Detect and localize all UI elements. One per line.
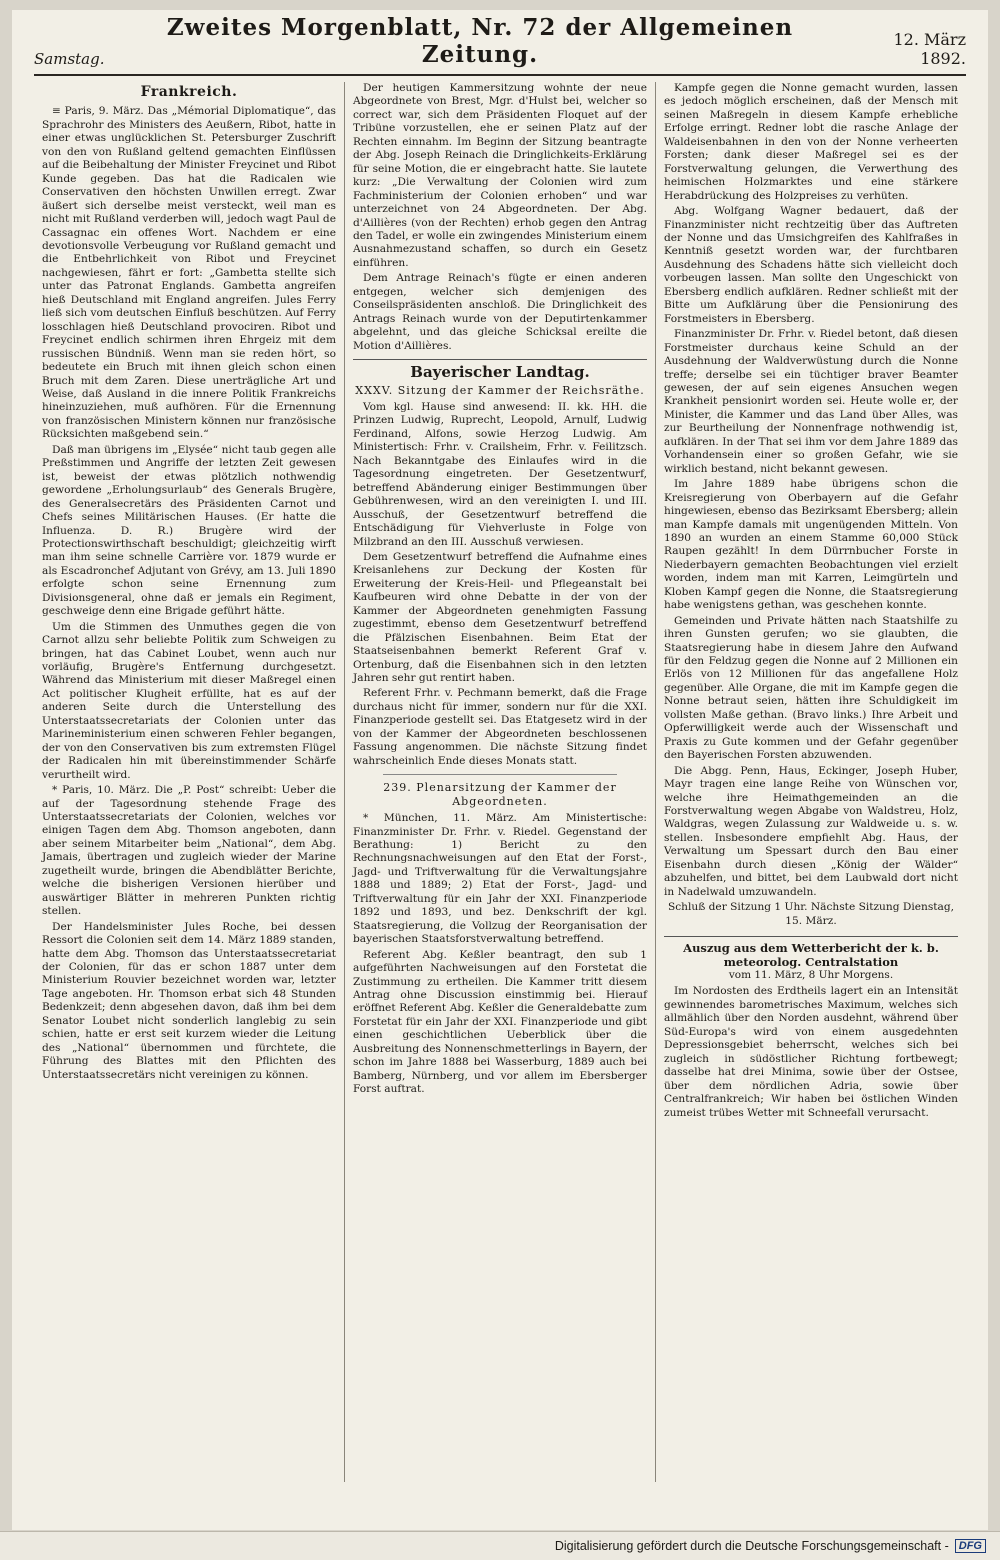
- column-1: [34, 82, 345, 1482]
- section-heading-landtag: Bayerischer Landtag.: [353, 359, 647, 379]
- article-paragraph: Abg. Wolfgang Wagner bedauert, daß der Finanzminister nicht rechtzeitig über das Auftreten der Nonne und das Umsichgreifen des Kahlfraßes in Kenntniß gesetzt worden war, der furchtbaren Ausdehnung des Schadens hätte sich vielleicht doch vorbeugen lassen. Man sollte den Ungeschickt von Ebersberg endlich aufklären. Redner schließt mit der Bitte um Aufklärung über die Pensionirung des Forstmeisters in Ebersberg.: [664, 205, 958, 325]
- article-paragraph: Der Handelsminister Jules Roche, bei dessen Ressort die Colonien seit dem 14. März 1889 standen, hatte dem Abg. Thomson das Unterstaatssecretariat der Colonien, für das er schon 1887 unter dem Ministerium Rouvier bezeichnet worden war, letzter Tage angeboten. Hr. Thomson erbat sich 48 Stunden Bedenkzeit; denn abgesehen davon, daß ihm bei dem Senator Loubet nicht sonderlich langlebig zu sein schien, hatte er erst seit kurzem wieder die Leitung des „National“ übernommen und fürchtete, die Führung des Blattes mit den Pflichten des Unterstaatssecretärs nicht vereinigen zu können.: [42, 920, 336, 1081]
- section-subheading-plenarsitzung: 239. Plenarsitzung der Kammer der Abgeordneten.: [383, 781, 617, 808]
- article-paragraph: Der heutigen Kammersitzung wohnte der neue Abgeordnete von Brest, Mgr. d'Hulst bei, welcher so correct war, sich dem Präsidenten Floquet auf der Tribüne vorzustellen, ehe er seinen Platz auf der Rechten einnahm. Im Beginn der Sitzung beantragte der Abg. Joseph Reinach die Dringlichkeits-Erklärung für seine Motion, die er eingebracht hatte. Sie lautete kurz: „Die Verwaltung der Colonien wird zum Fachministerium der Colonien erhoben“ und war unterzeichnet von 24 Abgeordneten. Der Abg. d'Aillières (von der Rechten) erhob gegen den Antrag den Tadel, er wolle ein zwingendes Ministerium einem Ausnahmezustand schaffen, so durch ein Gesetz einführen.: [353, 82, 647, 269]
- article-paragraph: Finanzminister Dr. Frhr. v. Riedel betont, daß diesen Forstmeister durchaus keine Schuld an der Ausdehnung der Waldverwüstung durch die Nonne treffe; derselbe sei ein tüchtiger braver Beamter gewesen, der auf sein eigenes Ansuchen wegen Krankheit pensionirt worden sei. Heute wolle er, der Minister, die Kammer und das Land über Alles, was zur Beurtheilung der Nonnenfrage nothwendig ist, aufklären. In der That sei ihm vor dem Jahre 1889 das Vorhandensein einer so großen Gefahr, wie sie wirklich bestand, nicht bekannt gewesen.: [664, 328, 958, 475]
- article-columns: [34, 82, 966, 1482]
- dfg-logo[interactable]: DFG: [955, 1539, 986, 1553]
- section-heading-frankreich: Frankreich.: [140, 84, 238, 100]
- article-paragraph: Referent Abg. Keßler beantragt, den sub 1 aufgeführten Nachweisungen auf den Forstetat die Zustimmung zu ertheilen. Die Kammer tritt diesem Antrag ohne Discussion einstimmig bei. Hierauf eröffnet Referent Abg. Keßler die Generaldebatte zum Forstetat für ein Jahr der XXI. Finanzperiode und gibt einen geschichtlichen Ueberblick über die Ausbreitung des Nonnenschmetterlings in Bayern, der schon im Jahre 1888 bei Wasserburg, 1889 auch bei Bamberg, Nürnberg, und vor allem im Ebersberger Forst auftrat.: [353, 948, 647, 1096]
- column-3: [656, 82, 966, 1482]
- weather-report-text: Im Nordosten des Erdtheils lagert ein an Intensität gewinnendes barometrisches Maximum, welches sich allmählich über den Norden ausdehnt, während über Süd-Europa's wird von einem ausgedehnten Depressionsgebiet beherrscht, welches sich bei zugleich in südöstlicher Richtung fortbewegt; dasselbe hat drei Minima, sowie über der Ostsee, über dem nördlichen Adria, sowie über Centralfrankreich; Wir haben bei östlichen Winden zumeist trübes Wetter mit Schneefall verursacht.: [664, 985, 958, 1119]
- masthead-day: Samstag.: [34, 50, 105, 68]
- section-subheading: XXXV. Sitzung der Kammer der Reichsräthe.: [355, 383, 645, 397]
- article-paragraph: Die Abgg. Penn, Haus, Eckinger, Joseph Huber, Mayr tragen eine lange Reihe von Wünschen vor, welche ihre Heimathgemeinden an die Forstverwaltung wegen Abgabe von Waldstreu, Holz, Waldgras, wegen Zulassung zur Waldweide u. s. w. stellen. Insbesondere empfiehlt Abg. Haus, der Verwaltung um Spessart durch den Bau einer Eisenbahn durch diesen „König der Wälder“ abzuhelfen, und bittet, bei dem Laubwald dort nicht in Nadelwald umzuwandeln.: [664, 764, 958, 898]
- masthead-title: Zweites Morgenblatt, Nr. 72 der Allgemeinen Zeitung.: [166, 14, 794, 68]
- divider: [383, 774, 617, 775]
- article-paragraph: * München, 11. März. Am Ministertische: Finanzminister Dr. Frhr. v. Riedel. Gegenstand der Berathung: 1) Bericht zu den Rechnungsnachweisungen auf den Etat der Forst-, Jagd- und Triftverwaltung für die Verwaltungsjahre 1888 und 1889; 2) Etat der Forst-, Jagd- und Triftverwaltung für ein Jahr der XXI. Finanzperiode 1892 und 1893, und bez. Denkschrift der kgl. Staatsregierung, die Vollzug der Reorganisation der bayerischen Staatsforstverwaltung betreffend.: [353, 812, 647, 946]
- article-paragraph: Um die Stimmen des Unmuthes gegen die von Carnot allzu sehr beliebte Politik zum Schweigen zu bringen, hat das Cabinet Loubet, wenn auch nur vorläufig, Brugère's Entfernung durchgesetzt. Während das Ministerium mit dieser Maßregel einen Act politischer Klugheit erfüllte, hat es auf der anderen Seite durch die Unterstellung des Unterstaatssecretariats der Colonien unter das Marineministerium einen schweren Fehler begangen, der von den Conservativen bis zum extremsten Flügel der Radicalen hin mit übereinstimmender Schärfe verurtheilt wird.: [42, 620, 336, 781]
- session-closing: Schluß der Sitzung 1 Uhr. Nächste Sitzung Dienstag, 15. März.: [667, 901, 954, 927]
- article-paragraph: ≡ Paris, 9. März. Das „Mémorial Diplomatique“, das Sprachrohr des Ministers des Aeußern, Ribot, hatte in einer etwas unglücklichen St. Petersburger Zuschrift von den von Rußland geltend gemachten Einflüssen auf die Beibehaltung der Minister Freycinet und Ribot Kunde gegeben. Das hat die Radicalen wie Conservativen den höchsten Unwillen erregt. Zwar äußert sich derselbe meist versteckt, weil man es nicht mit Rußland verderben will, jedoch wagt Paul de Cassagnac ein offenes Wort. Nachdem er eine devotionsvolle Verbeugung vor Rußland gemacht und die Entbehrlichkeit von Ribot und Freycinet nachgewiesen, fährt er fort: „Gambetta stellte sich unter das Patronat Englands. Gambetta angreifen hieß Deutschland mit England angreifen. Jules Ferry ließ sich vom deutschen Einfluß beschützen. Auf Ferry losschlagen hieß Deutschland provociren. Ribot und Freycinet endlich schirmen ihren Ehrgeiz mit dem russischen Bündniß. Wenn man sie reden hört, so bedeutete ein Bruch mit ihnen gleich schon einen Bruch mit dem Zaren. Diese unerträgliche Art und Weise, daß Ausland in die innere Politik Frankreichs hineinzuziehen, muß aufhören. Für die Ernennung von französischen Ministern können nur französische Rücksichten maßgebend sein.“: [42, 105, 336, 441]
- weather-report-heading: Auszug aus dem Wetterbericht der k. b. meteorolog. Centralstation: [664, 936, 958, 969]
- article-paragraph: Kampfe gegen die Nonne gemacht wurden, lassen es jedoch möglich erscheinen, daß der Mensch mit seinen Maßregeln in diesem Kampfe erhebliche Erfolge erringt. Redner lobt die rasche Anlage der Waldeisenbahnen in den von der Nonne verheerten Forsten; dank dieser Maßregel sei es der Forstverwaltung gelungen, die Verwerthung des heimischen Holzmarktes und eine stärkere Herabdrückung des Holzpreises zu verhüten.: [664, 82, 958, 202]
- masthead: [34, 14, 966, 76]
- newspaper-page: [12, 10, 988, 1530]
- masthead-date: 12. März 1892.: [893, 30, 966, 68]
- article-paragraph: Daß man übrigens im „Elysée“ nicht taub gegen alle Preßstimmen und Angriffe der letzten Zeit gewesen ist, beweist der etwas plötzlich nothwendig gewordene „Erholungsurlaub“ des Generals Brugère, des Generalsecretärs des Präsidenten Carnot und Chefs seines Militärischen Hauses. (Er hatte die Influenza. D. R.) Brugère wird der Protectionswirthschaft beschuldigt; gleichzeitig wirft man ihm seine schnelle Carrière vor. 1879 wurde er als Escadronchef Adjutant von Grévy, am 13. Juli 1890 erfolgte schon seine Ernennung zum Divisionsgeneral, ohne daß er jemals ein Regiment, geschweige denn eine Brigade geführt hätte.: [42, 443, 336, 618]
- article-paragraph: Referent Frhr. v. Pechmann bemerkt, daß die Frage durchaus nicht für immer, sondern nur für die XXI. Finanzperiode gestellt sei. Das Etatgesetz wird in der von der Kammer der Abgeordneten beschlossenen Fassung angenommen. Die nächste Sitzung findet wahrscheinlich Ende dieses Monats statt.: [353, 687, 647, 767]
- article-paragraph: * Paris, 10. März. Die „P. Post“ schreibt: Ueber die auf der Tagesordnung stehende Frage des Unterstaatssecretariats der Colonien, welches vor einigen Tagen dem Abg. Thomson angeboten, dann aber seinem Mitarbeiter beim „National“, dem Abg. Jamais, übertragen und zugleich wieder der Marine zugetheilt wurde, bringen die Abendblätter Berichte, welche die bisherigen Versionen hierüber und auswärtiger Blätter in mehreren Punkten richtig stellen.: [42, 784, 336, 918]
- article-paragraph: Vom kgl. Hause sind anwesend: II. kk. HH. die Prinzen Ludwig, Ruprecht, Leopold, Arnulf, Ludwig Ferdinand, Alfons, sowie Herzog Ludwig. Am Ministertisch: Frhr. v. Crailsheim, Frhr. v. Feilitzsch. Nach Bekanntgabe des Einlaufes wird in die Tagesordnung eingetreten. Der Gesetzentwurf, betreffend Abänderung einiger Bestimmungen über Gebührenwesen, wird an den vereinigten I. und III. Ausschuß, der Gesetzentwurf betreffend die Entschädigung für Viehverluste in Folge von Milzbrand an den III. Ausschuß verwiesen.: [353, 400, 647, 548]
- column-2: [345, 82, 656, 1482]
- article-paragraph: Dem Antrage Reinach's fügte er einen anderen entgegen, welcher sich demjenigen des Conseilspräsidenten anschloß. Die Dringlichkeit des Antrags Reinach wurde von der Deputirtenkammer abgelehnt, und das gleiche Schicksal ereilte die Motion d'Aillières.: [353, 272, 647, 352]
- article-paragraph: Im Jahre 1889 habe übrigens schon die Kreisregierung von Oberbayern auf die Gefahr hingewiesen, ebenso das Bezirksamt Ebersberg; allein man Kampfe damals mit ungenügenden Mitteln. Von 1890 an wurden an einem Stamme 60,000 Stück Raupen gezählt! In dem Dürrnbucher Forste in Niederbayern gemachten Beobachtungen viel erzielt worden, indem man mit Karren, Leimgürteln und Kloben Kampf gegen die Nonne, die Staatsregierung habe wenigstens gethan, was geschehen konnte.: [664, 478, 958, 612]
- digitization-footer: [0, 1531, 1000, 1560]
- article-paragraph: Gemeinden und Private hätten nach Staatshilfe zu ihren Gunsten gerufen; wo sie glaubten, die Staatsregierung habe in diesem Jahre den Aufwand für den Feldzug gegen die Nonne auf 2 Millionen ein Erlös von 12 Millionen für das angefallene Holz gegenüber. Alle Organe, die mit im Kampfe gegen die Nonne betraut seien, hätten ihre Schuldigkeit im vollsten Maße gethan. (Bravo links.) Ihre Arbeit und Opferwilligkeit werde auch der Wissenschaft und Praxis zu Gute kommen und der Gefahr gegenüber den Bayerischen Forsten abzuwenden.: [664, 614, 958, 762]
- weather-report-subheading: vom 11. März, 8 Uhr Morgens.: [728, 969, 894, 981]
- article-paragraph: Dem Gesetzentwurf betreffend die Aufnahme eines Kreisanlehens zur Deckung der Kosten für Erweiterung der Kreis-Heil- und Pflegeanstalt bei Kaufbeuren wird ohne Debatte in der von der Kammer der Abgeordneten genehmigten Fassung zugestimmt, ebenso dem Gesetzentwurf betreffend die Pfälzischen Eisenbahnen. Beim Etat der Staatseisenbahnen bemerkt Referent Graf v. Ortenburg, daß die Eisenbahnen sich in den letzten Jahren sehr gut rentirt haben.: [353, 550, 647, 685]
- footer-credit: Digitalisierung gefördert durch die Deutsche Forschungsgemeinschaft -: [554, 1539, 949, 1553]
